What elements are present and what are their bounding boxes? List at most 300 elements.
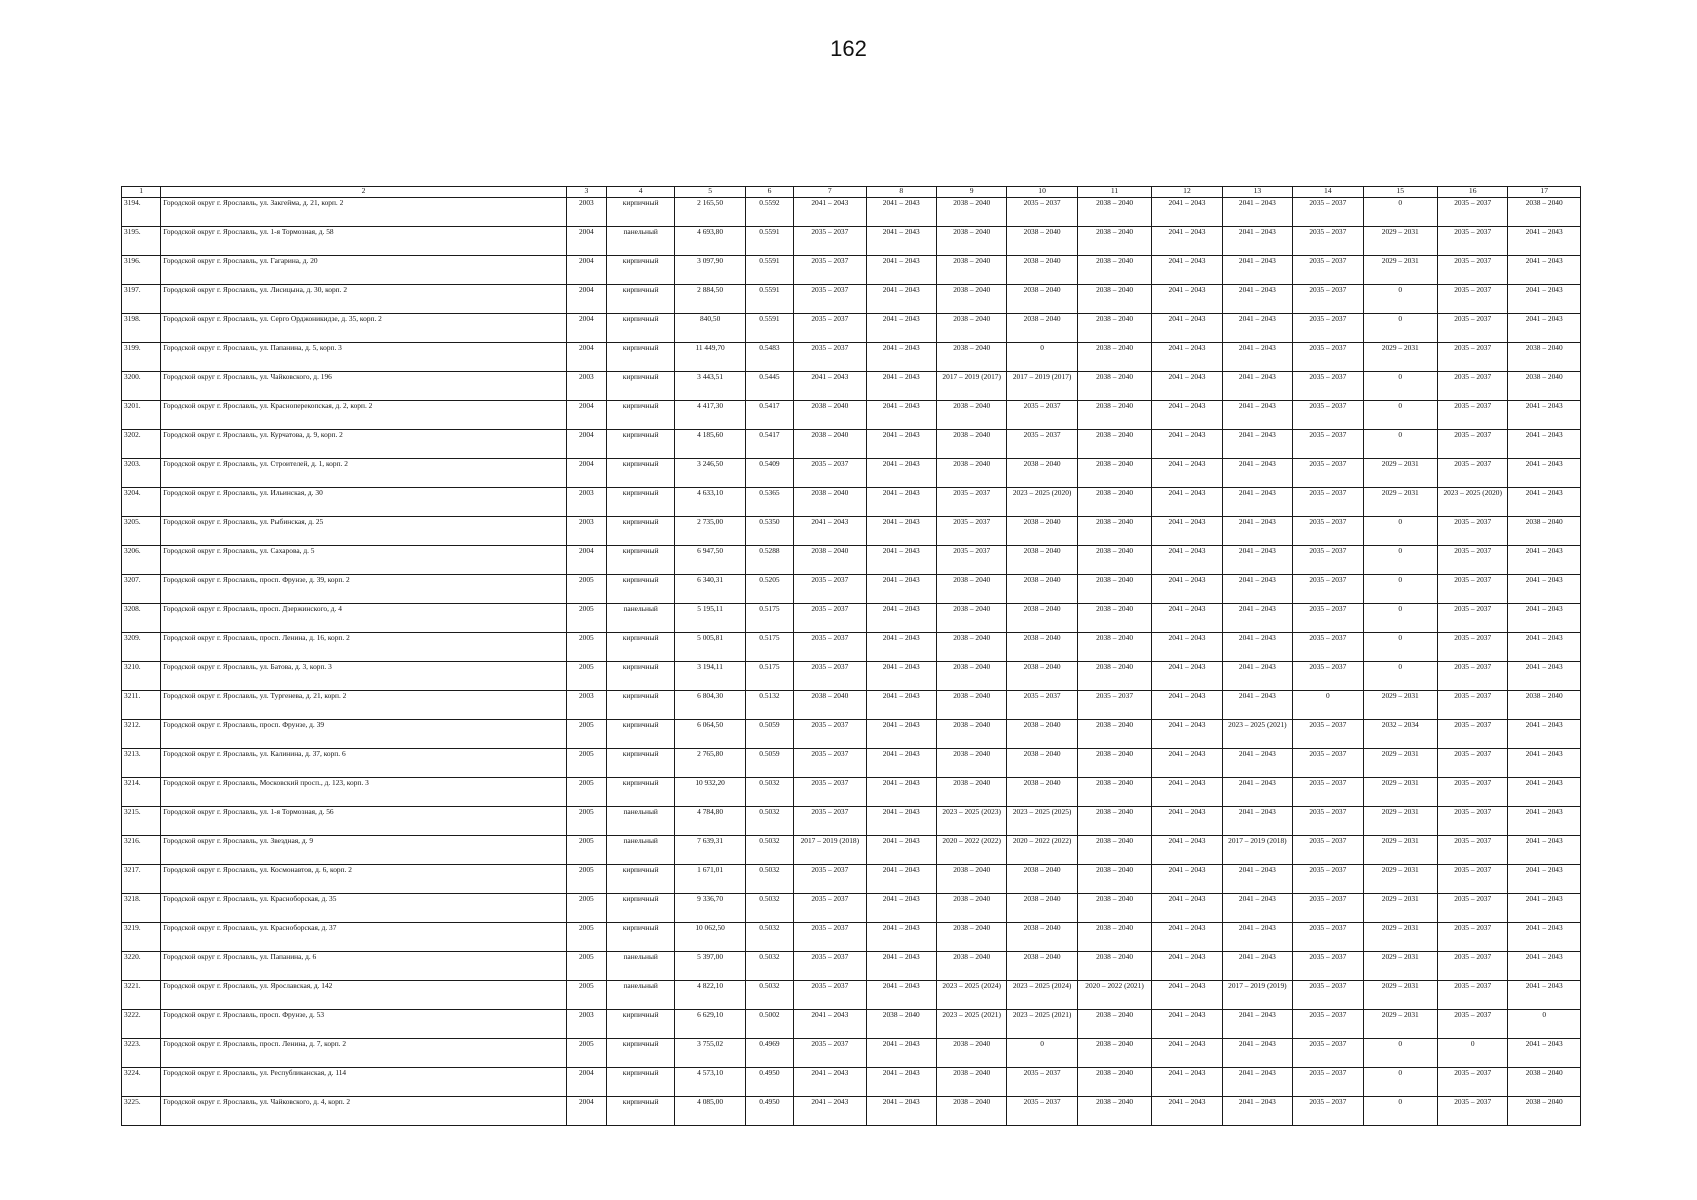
period-cell: 2041 – 2043 (794, 517, 866, 546)
period-cell: 2035 – 2037 (1437, 343, 1507, 372)
period-cell: 2038 – 2040 (1077, 836, 1151, 865)
year-cell: 2005 (566, 575, 606, 604)
period-cell: 2035 – 2037 (1437, 778, 1507, 807)
column-number-header: 7 (794, 187, 866, 198)
period-cell: 2023 – 2025 (2024) (936, 981, 1006, 1010)
row-number-cell: 3211. (122, 691, 161, 720)
table-row (122, 227, 1581, 256)
period-cell: 2038 – 2040 (1077, 778, 1151, 807)
coefficient-cell: 0.5175 (745, 604, 793, 633)
period-cell: 2041 – 2043 (1508, 401, 1581, 430)
period-cell: 2038 – 2040 (866, 1010, 936, 1039)
period-cell: 2041 – 2043 (1222, 575, 1292, 604)
period-cell: 2041 – 2043 (866, 662, 936, 691)
period-cell: 2035 – 2037 (936, 488, 1006, 517)
period-cell: 2038 – 2040 (1077, 343, 1151, 372)
period-cell: 2035 – 2037 (1437, 1010, 1507, 1039)
period-cell: 2035 – 2037 (1293, 314, 1363, 343)
period-cell: 2038 – 2040 (936, 952, 1006, 981)
period-cell: 2041 – 2043 (1222, 604, 1292, 633)
wall-material-cell: кирпичный (606, 198, 674, 227)
area-cell: 3 194,11 (675, 662, 745, 691)
period-cell: 2035 – 2037 (794, 227, 866, 256)
period-cell: 2035 – 2037 (794, 604, 866, 633)
period-cell: 2023 – 2025 (2021) (936, 1010, 1006, 1039)
period-cell: 2035 – 2037 (1437, 430, 1507, 459)
area-cell: 3 755,02 (675, 1039, 745, 1068)
period-cell: 2041 – 2043 (1152, 633, 1222, 662)
period-cell: 2041 – 2043 (866, 633, 936, 662)
period-cell: 2041 – 2043 (1222, 662, 1292, 691)
area-cell: 10 062,50 (675, 923, 745, 952)
year-cell: 2005 (566, 604, 606, 633)
wall-material-cell: кирпичный (606, 372, 674, 401)
area-cell: 5 005,81 (675, 633, 745, 662)
table-row (122, 691, 1581, 720)
year-cell: 2005 (566, 952, 606, 981)
period-cell: 2041 – 2043 (1222, 401, 1292, 430)
table-row (122, 430, 1581, 459)
period-cell: 2035 – 2037 (1293, 749, 1363, 778)
period-cell: 2041 – 2043 (866, 778, 936, 807)
period-cell: 2035 – 2037 (794, 285, 866, 314)
year-cell: 2003 (566, 372, 606, 401)
row-number-cell: 3214. (122, 778, 161, 807)
wall-material-cell: кирпичный (606, 720, 674, 749)
table-row (122, 720, 1581, 749)
table-row (122, 662, 1581, 691)
row-number-cell: 3205. (122, 517, 161, 546)
address-cell: Городской округ г. Ярославль, просп. Фрунзе, д. 39 (161, 720, 567, 749)
year-cell: 2004 (566, 285, 606, 314)
period-cell: 2041 – 2043 (1508, 778, 1581, 807)
period-cell: 0 (1363, 285, 1437, 314)
coefficient-cell: 0.5591 (745, 256, 793, 285)
coefficient-cell: 0.5591 (745, 227, 793, 256)
coefficient-cell: 0.5592 (745, 198, 793, 227)
row-number-cell: 3222. (122, 1010, 161, 1039)
wall-material-cell: кирпичный (606, 517, 674, 546)
period-cell: 2035 – 2037 (1437, 923, 1507, 952)
period-cell: 2035 – 2037 (1293, 807, 1363, 836)
period-cell: 2041 – 2043 (1152, 517, 1222, 546)
period-cell: 2038 – 2040 (1077, 1010, 1151, 1039)
coefficient-cell: 0.4950 (745, 1097, 793, 1126)
period-cell: 2038 – 2040 (1077, 517, 1151, 546)
period-cell: 2041 – 2043 (1508, 662, 1581, 691)
period-cell: 2035 – 2037 (1077, 691, 1151, 720)
period-cell: 2038 – 2040 (1007, 314, 1077, 343)
year-cell: 2003 (566, 517, 606, 546)
row-number-cell: 3212. (122, 720, 161, 749)
period-cell: 2035 – 2037 (794, 778, 866, 807)
period-cell: 2035 – 2037 (794, 633, 866, 662)
period-cell: 2041 – 2043 (866, 372, 936, 401)
column-number-header: 6 (745, 187, 793, 198)
period-cell: 2029 – 2031 (1363, 894, 1437, 923)
period-cell: 2038 – 2040 (1077, 1068, 1151, 1097)
period-cell: 2041 – 2043 (1152, 865, 1222, 894)
period-cell: 2035 – 2037 (1007, 401, 1077, 430)
column-number-header: 13 (1222, 187, 1292, 198)
coefficient-cell: 0.5175 (745, 662, 793, 691)
period-cell: 0 (1363, 401, 1437, 430)
period-cell: 2035 – 2037 (1437, 720, 1507, 749)
coefficient-cell: 0.4969 (745, 1039, 793, 1068)
period-cell: 2038 – 2040 (1077, 314, 1151, 343)
row-number-cell: 3195. (122, 227, 161, 256)
table-row (122, 343, 1581, 372)
table-row (122, 198, 1581, 227)
table-row (122, 575, 1581, 604)
year-cell: 2004 (566, 1097, 606, 1126)
period-cell: 2041 – 2043 (1152, 691, 1222, 720)
year-cell: 2004 (566, 430, 606, 459)
wall-material-cell: кирпичный (606, 343, 674, 372)
coefficient-cell: 0.5417 (745, 430, 793, 459)
period-cell: 2041 – 2043 (794, 1068, 866, 1097)
period-cell: 2035 – 2037 (794, 662, 866, 691)
period-cell: 2020 – 2022 (2021) (1077, 981, 1151, 1010)
period-cell: 2041 – 2043 (866, 198, 936, 227)
year-cell: 2003 (566, 691, 606, 720)
wall-material-cell: кирпичный (606, 778, 674, 807)
period-cell: 2023 – 2025 (2024) (1007, 981, 1077, 1010)
period-cell: 2041 – 2043 (1508, 720, 1581, 749)
period-cell: 2035 – 2037 (1293, 343, 1363, 372)
period-cell: 2038 – 2040 (936, 198, 1006, 227)
period-cell: 2038 – 2040 (1077, 604, 1151, 633)
period-cell: 2041 – 2043 (1508, 952, 1581, 981)
period-cell: 2038 – 2040 (936, 720, 1006, 749)
period-cell: 2041 – 2043 (866, 430, 936, 459)
wall-material-cell: кирпичный (606, 749, 674, 778)
year-cell: 2004 (566, 343, 606, 372)
address-cell: Городской округ г. Ярославль, ул. Ярославская, д. 142 (161, 981, 567, 1010)
period-cell: 2038 – 2040 (1077, 285, 1151, 314)
period-cell: 2038 – 2040 (1007, 517, 1077, 546)
period-cell: 2038 – 2040 (1007, 633, 1077, 662)
period-cell: 2029 – 2031 (1363, 778, 1437, 807)
row-number-cell: 3207. (122, 575, 161, 604)
period-cell: 2035 – 2037 (1437, 1097, 1507, 1126)
period-cell: 2038 – 2040 (794, 691, 866, 720)
period-cell: 2038 – 2040 (1007, 575, 1077, 604)
period-cell: 2041 – 2043 (1508, 285, 1581, 314)
row-number-cell: 3198. (122, 314, 161, 343)
period-cell: 0 (1007, 343, 1077, 372)
coefficient-cell: 0.5032 (745, 778, 793, 807)
wall-material-cell: кирпичный (606, 1097, 674, 1126)
period-cell: 2041 – 2043 (1508, 546, 1581, 575)
period-cell: 2029 – 2031 (1363, 256, 1437, 285)
period-cell: 2038 – 2040 (936, 1097, 1006, 1126)
year-cell: 2005 (566, 807, 606, 836)
period-cell: 2035 – 2037 (1293, 981, 1363, 1010)
period-cell: 2029 – 2031 (1363, 749, 1437, 778)
period-cell: 2041 – 2043 (866, 488, 936, 517)
address-cell: Городской округ г. Ярославль, просп. Ленина, д. 16, корп. 2 (161, 633, 567, 662)
period-cell: 2038 – 2040 (1007, 546, 1077, 575)
period-cell: 2035 – 2037 (1293, 198, 1363, 227)
period-cell: 2038 – 2040 (1007, 894, 1077, 923)
table-row (122, 488, 1581, 517)
period-cell: 2035 – 2037 (1437, 575, 1507, 604)
period-cell: 2041 – 2043 (1152, 488, 1222, 517)
area-cell: 11 449,70 (675, 343, 745, 372)
year-cell: 2005 (566, 923, 606, 952)
column-number-header: 14 (1293, 187, 1363, 198)
address-cell: Городской округ г. Ярославль, ул. Красноборская, д. 35 (161, 894, 567, 923)
period-cell: 2041 – 2043 (1222, 1039, 1292, 1068)
coefficient-cell: 0.5132 (745, 691, 793, 720)
period-cell: 2035 – 2037 (1293, 778, 1363, 807)
area-cell: 6 340,31 (675, 575, 745, 604)
period-cell: 2035 – 2037 (794, 575, 866, 604)
period-cell: 2041 – 2043 (1152, 1068, 1222, 1097)
period-cell: 2041 – 2043 (1222, 314, 1292, 343)
period-cell: 2038 – 2040 (936, 459, 1006, 488)
row-number-cell: 3216. (122, 836, 161, 865)
coefficient-cell: 0.5032 (745, 807, 793, 836)
period-cell: 2035 – 2037 (794, 459, 866, 488)
period-cell: 2029 – 2031 (1363, 981, 1437, 1010)
period-cell: 2041 – 2043 (1508, 865, 1581, 894)
coefficient-cell: 0.5032 (745, 952, 793, 981)
period-cell: 2038 – 2040 (1077, 256, 1151, 285)
address-cell: Городской округ г. Ярославль, ул. 1-я Тормозная, д. 58 (161, 227, 567, 256)
year-cell: 2004 (566, 227, 606, 256)
period-cell: 2041 – 2043 (1222, 865, 1292, 894)
period-cell: 2041 – 2043 (1508, 923, 1581, 952)
period-cell: 2041 – 2043 (1152, 285, 1222, 314)
period-cell: 2041 – 2043 (866, 459, 936, 488)
year-cell: 2005 (566, 894, 606, 923)
period-cell: 2035 – 2037 (794, 923, 866, 952)
table-row (122, 459, 1581, 488)
period-cell: 2029 – 2031 (1363, 807, 1437, 836)
period-cell: 2035 – 2037 (1007, 1097, 1077, 1126)
column-number-header: 12 (1152, 187, 1222, 198)
row-number-cell: 3204. (122, 488, 161, 517)
address-cell: Городской округ г. Ярославль, ул. Чайковского, д. 196 (161, 372, 567, 401)
address-cell: Городской округ г. Ярославль, ул. 1-я Тормозная, д. 56 (161, 807, 567, 836)
period-cell: 2041 – 2043 (1152, 459, 1222, 488)
address-cell: Городской округ г. Ярославль, просп. Фрунзе, д. 39, корп. 2 (161, 575, 567, 604)
address-cell: Городской округ г. Ярославль, ул. Папанина, д. 6 (161, 952, 567, 981)
address-cell: Городской округ г. Ярославль, ул. Закгейма, д. 21, корп. 2 (161, 198, 567, 227)
period-cell: 2041 – 2043 (866, 517, 936, 546)
period-cell: 2038 – 2040 (1077, 633, 1151, 662)
period-cell: 2035 – 2037 (1437, 981, 1507, 1010)
wall-material-cell: кирпичный (606, 314, 674, 343)
period-cell: 2041 – 2043 (1152, 401, 1222, 430)
period-cell: 2038 – 2040 (1007, 459, 1077, 488)
coefficient-cell: 0.4950 (745, 1068, 793, 1097)
period-cell: 2035 – 2037 (1293, 633, 1363, 662)
address-cell: Городской округ г. Ярославль, ул. Космонавтов, д. 6, корп. 2 (161, 865, 567, 894)
period-cell: 2038 – 2040 (1007, 749, 1077, 778)
row-number-cell: 3197. (122, 285, 161, 314)
period-cell: 2041 – 2043 (1508, 604, 1581, 633)
area-cell: 3 097,90 (675, 256, 745, 285)
period-cell: 2041 – 2043 (1222, 1068, 1292, 1097)
row-number-cell: 3224. (122, 1068, 161, 1097)
row-number-cell: 3220. (122, 952, 161, 981)
period-cell: 2017 – 2019 (2017) (936, 372, 1006, 401)
wall-material-cell: кирпичный (606, 1039, 674, 1068)
period-cell: 2035 – 2037 (1293, 488, 1363, 517)
period-cell: 2041 – 2043 (1152, 1039, 1222, 1068)
wall-material-cell: панельный (606, 981, 674, 1010)
period-cell: 0 (1007, 1039, 1077, 1068)
wall-material-cell: кирпичный (606, 894, 674, 923)
period-cell: 2038 – 2040 (936, 401, 1006, 430)
period-cell: 2041 – 2043 (1508, 488, 1581, 517)
period-cell: 2041 – 2043 (1222, 459, 1292, 488)
column-number-header: 16 (1437, 187, 1507, 198)
area-cell: 4 085,00 (675, 1097, 745, 1126)
address-cell: Городской округ г. Ярославль, ул. Сахарова, д. 5 (161, 546, 567, 575)
year-cell: 2005 (566, 778, 606, 807)
period-cell: 2029 – 2031 (1363, 836, 1437, 865)
wall-material-cell: кирпичный (606, 546, 674, 575)
period-cell: 2017 – 2019 (2018) (794, 836, 866, 865)
period-cell: 2041 – 2043 (866, 314, 936, 343)
period-cell: 2041 – 2043 (1222, 285, 1292, 314)
year-cell: 2004 (566, 546, 606, 575)
period-cell: 2038 – 2040 (936, 691, 1006, 720)
period-cell: 2038 – 2040 (936, 604, 1006, 633)
period-cell: 2041 – 2043 (794, 372, 866, 401)
wall-material-cell: кирпичный (606, 923, 674, 952)
period-cell: 2035 – 2037 (1437, 836, 1507, 865)
year-cell: 2004 (566, 314, 606, 343)
area-cell: 3 443,51 (675, 372, 745, 401)
address-cell: Городской округ г. Ярославль, ул. Красноперекопская, д. 2, корп. 2 (161, 401, 567, 430)
period-cell: 2041 – 2043 (866, 1039, 936, 1068)
area-cell: 5 195,11 (675, 604, 745, 633)
period-cell: 0 (1363, 1097, 1437, 1126)
area-cell: 3 246,50 (675, 459, 745, 488)
period-cell: 2035 – 2037 (936, 517, 1006, 546)
period-cell: 2038 – 2040 (1077, 575, 1151, 604)
table-row (122, 923, 1581, 952)
period-cell: 2041 – 2043 (866, 807, 936, 836)
period-cell: 2041 – 2043 (1222, 1010, 1292, 1039)
period-cell: 2035 – 2037 (1293, 285, 1363, 314)
period-cell: 2041 – 2043 (1508, 633, 1581, 662)
period-cell: 2041 – 2043 (1152, 778, 1222, 807)
period-cell: 2041 – 2043 (1508, 749, 1581, 778)
period-cell: 2041 – 2043 (1152, 749, 1222, 778)
period-cell: 2041 – 2043 (1222, 952, 1292, 981)
period-cell: 2038 – 2040 (1007, 952, 1077, 981)
period-cell: 2017 – 2019 (2017) (1007, 372, 1077, 401)
area-cell: 1 671,01 (675, 865, 745, 894)
address-cell: Городской округ г. Ярославль, ул. Рыбинская, д. 25 (161, 517, 567, 546)
period-cell: 2035 – 2037 (1437, 749, 1507, 778)
period-cell: 2038 – 2040 (794, 401, 866, 430)
period-cell: 2035 – 2037 (1293, 720, 1363, 749)
period-cell: 2041 – 2043 (1152, 546, 1222, 575)
wall-material-cell: кирпичный (606, 1010, 674, 1039)
period-cell: 2041 – 2043 (1152, 314, 1222, 343)
wall-material-cell: кирпичный (606, 1068, 674, 1097)
period-cell: 2041 – 2043 (1152, 372, 1222, 401)
table-row (122, 256, 1581, 285)
period-cell: 2041 – 2043 (866, 575, 936, 604)
period-cell: 2038 – 2040 (1077, 720, 1151, 749)
period-cell: 2041 – 2043 (866, 720, 936, 749)
area-cell: 2 765,80 (675, 749, 745, 778)
row-number-cell: 3206. (122, 546, 161, 575)
period-cell: 2035 – 2037 (1437, 401, 1507, 430)
period-cell: 2029 – 2031 (1363, 488, 1437, 517)
period-cell: 2029 – 2031 (1363, 459, 1437, 488)
period-cell: 0 (1363, 633, 1437, 662)
period-cell: 2035 – 2037 (1437, 459, 1507, 488)
period-cell: 2038 – 2040 (1508, 1068, 1581, 1097)
period-cell: 2041 – 2043 (1222, 923, 1292, 952)
address-cell: Городской округ г. Ярославль, Московский просп., д. 123, корп. 3 (161, 778, 567, 807)
wall-material-cell: кирпичный (606, 633, 674, 662)
period-cell: 2041 – 2043 (794, 198, 866, 227)
column-number-header: 10 (1007, 187, 1077, 198)
table-row (122, 981, 1581, 1010)
period-cell: 2041 – 2043 (1152, 1010, 1222, 1039)
row-number-cell: 3208. (122, 604, 161, 633)
row-number-cell: 3194. (122, 198, 161, 227)
row-number-cell: 3221. (122, 981, 161, 1010)
period-cell: 2035 – 2037 (794, 343, 866, 372)
wall-material-cell: кирпичный (606, 459, 674, 488)
period-cell: 2035 – 2037 (1437, 865, 1507, 894)
period-cell: 2035 – 2037 (1293, 372, 1363, 401)
table-row (122, 604, 1581, 633)
table-row (122, 285, 1581, 314)
period-cell: 2041 – 2043 (1152, 343, 1222, 372)
period-cell: 0 (1363, 314, 1437, 343)
period-cell: 2035 – 2037 (794, 894, 866, 923)
period-cell: 2023 – 2025 (2020) (1007, 488, 1077, 517)
period-cell: 2035 – 2037 (1437, 256, 1507, 285)
area-cell: 6 804,30 (675, 691, 745, 720)
period-cell: 2035 – 2037 (1007, 198, 1077, 227)
period-cell: 2041 – 2043 (866, 836, 936, 865)
period-cell: 2035 – 2037 (1293, 459, 1363, 488)
table-row (122, 952, 1581, 981)
period-cell: 2041 – 2043 (866, 865, 936, 894)
area-cell: 4 185,60 (675, 430, 745, 459)
row-number-cell: 3201. (122, 401, 161, 430)
address-cell: Городской округ г. Ярославль, ул. Красноборская, д. 37 (161, 923, 567, 952)
period-cell: 2041 – 2043 (866, 227, 936, 256)
period-cell: 2035 – 2037 (1293, 1068, 1363, 1097)
column-number-header: 11 (1077, 187, 1151, 198)
period-cell: 2041 – 2043 (1152, 952, 1222, 981)
period-cell: 2041 – 2043 (1508, 575, 1581, 604)
period-cell: 2038 – 2040 (1077, 227, 1151, 256)
period-cell: 2041 – 2043 (1508, 807, 1581, 836)
row-number-cell: 3225. (122, 1097, 161, 1126)
address-cell: Городской округ г. Ярославль, ул. Папанина, д. 5, корп. 3 (161, 343, 567, 372)
period-cell: 2041 – 2043 (794, 1010, 866, 1039)
period-cell: 2038 – 2040 (794, 546, 866, 575)
period-cell: 2041 – 2043 (1508, 430, 1581, 459)
period-cell: 2023 – 2025 (2021) (1007, 1010, 1077, 1039)
period-cell: 2038 – 2040 (936, 256, 1006, 285)
